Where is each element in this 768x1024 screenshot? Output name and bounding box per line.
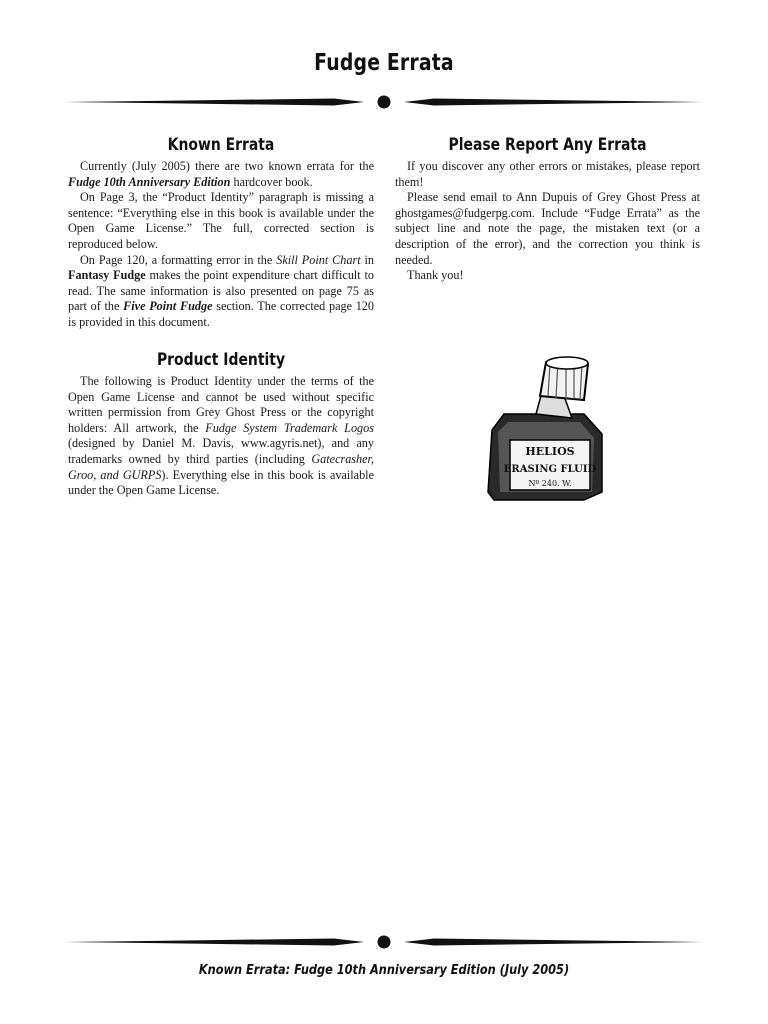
known-errata-section (68, 134, 374, 331)
known-errata-paragraph-2: On Page 3, the “Product Identity” paragraph is missing a sentence: “Everything else in this book is available under the Open Game License.” The full, corrected section is reproduced below. (68, 190, 374, 251)
bottle-number-text: Nº 240. W. (528, 479, 572, 488)
report-paragraph-1: If you discover any other errors or mistakes, please report them! (395, 159, 700, 189)
report-errata-section (395, 134, 700, 284)
report-paragraph-2: Please send email to Ann Dupuis of Grey Ghost Press at ghostgames@fudgerpg.com. Include “Fudge Errata” as the subject line and note the page, the mistaken text (or a description of the error), and the correction you think is needed. (395, 190, 700, 267)
erasing-fluid-bottle-illustration (484, 352, 612, 502)
known-errata-paragraph-1: Currently (July 2005) there are two known errata for the Fudge 10th Anniversary Edition hardcover book. (68, 159, 374, 189)
product-identity-paragraph: The following is Product Identity under the terms of the Open Game License and cannot be used without specific written permission from Grey Ghost Press or the copyright holders: All artwork, the Fudge System Trademark Logos (designed by Daniel M. Davis, www.agyris.net), and any trademarks owned by third parties (including Gatecrasher, Groo, and GURPS). Everything else in this book is available under the Open Game License. (68, 374, 374, 498)
bottle-product-text: ERASING FLUID (503, 464, 597, 475)
page-title: Fudge Errata (314, 50, 454, 76)
product-identity-section (68, 349, 374, 499)
report-paragraph-3: Thank you! (407, 268, 464, 283)
known-errata-paragraph-3: On Page 120, a formatting error in the Skill Point Chart in Fantasy Fudge makes the point expenditure chart difficult to read. The same information is also presented on page 75 as part of the Five Point Fudge section. The corrected page 120 is provided in this document. (68, 252, 375, 329)
bottom-divider (64, 934, 704, 950)
report-errata-heading: Please Report Any Errata (448, 135, 647, 155)
bottle-brand-text: HELIOS (525, 445, 575, 458)
known-errata-heading: Known Errata (167, 135, 275, 155)
page-footer: Known Errata: Fudge 10th Anniversary Edition (July 2005) (198, 962, 570, 978)
product-identity-heading: Product Identity (156, 350, 286, 370)
top-divider (64, 94, 704, 110)
